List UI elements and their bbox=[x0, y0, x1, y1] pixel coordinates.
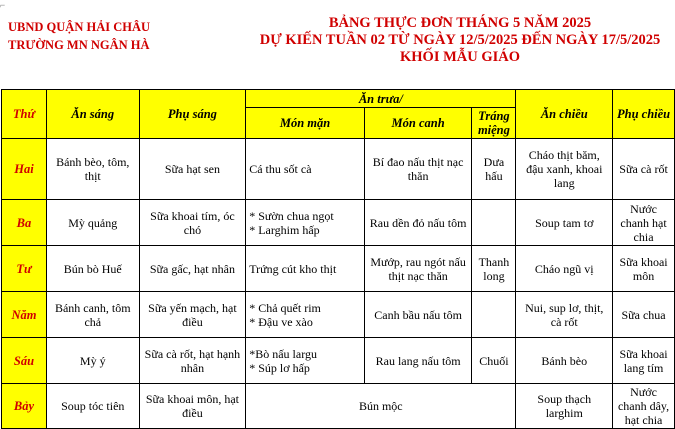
header-dessert: Tráng miệng bbox=[472, 108, 516, 139]
main-dish-line-1: * Sườn chua ngọt bbox=[249, 208, 334, 223]
header-soup: Món canh bbox=[364, 108, 472, 139]
dessert-cell bbox=[472, 200, 516, 246]
main-dish-line-1: Cá thu sốt cà bbox=[249, 162, 312, 176]
title-line-2: DỰ KIẾN TUẦN 02 TỪ NGÀY 12/5/2025 ĐẾN NGÀY 17/5/2025 bbox=[259, 32, 661, 48]
day-cell: Ba bbox=[2, 200, 47, 246]
breakfast-cell: Bún bò Huế bbox=[46, 246, 139, 292]
dessert-cell: Dưa hấu bbox=[472, 139, 516, 200]
snack-afternoon-cell: Sữa cà rốt bbox=[613, 139, 675, 200]
main-dish-cell bbox=[246, 338, 365, 384]
corner-marker: ⌐ bbox=[0, 0, 6, 10]
snack-afternoon-cell: Nước chanh dây, hạt chia bbox=[613, 384, 675, 429]
breakfast-cell: Soup tóc tiên bbox=[46, 384, 139, 429]
main-dish-line-1: Trứng cút kho thịt bbox=[249, 261, 337, 276]
main-dish-line-2: * Súp lơ hấp bbox=[249, 360, 310, 375]
organization-header bbox=[8, 18, 150, 54]
snack-morning-cell: Sữa yến mạch, hạt điều bbox=[139, 292, 246, 338]
lunch-merged-cell: Bún mộc bbox=[246, 384, 516, 429]
title-line-3: KHỐI MẪU GIÁO bbox=[399, 49, 521, 65]
snack-morning-cell: Sữa cà rốt, hạt hạnh nhân bbox=[139, 338, 246, 384]
table-row bbox=[2, 200, 675, 246]
afternoon-cell: Soup thạch larghim bbox=[516, 384, 613, 429]
table-row bbox=[2, 384, 675, 429]
main-dish-cell bbox=[246, 139, 365, 200]
day-cell: Sáu bbox=[2, 338, 47, 384]
breakfast-cell: Bánh canh, tôm chả bbox=[46, 292, 139, 338]
breakfast-cell: Mỳ ý bbox=[46, 338, 139, 384]
snack-afternoon-cell: Sữa khoai môn bbox=[613, 246, 675, 292]
afternoon-cell: Soup tam tơ bbox=[516, 200, 613, 246]
dessert-cell: Thanh long bbox=[472, 246, 516, 292]
header-breakfast: Ăn sáng bbox=[46, 90, 139, 139]
title-line-1: BẢNG THỰC ĐƠN THÁNG 5 NĂM 2025 bbox=[328, 15, 592, 31]
header-snack-afternoon: Phụ chiều bbox=[613, 90, 675, 139]
header-afternoon: Ăn chiều bbox=[516, 90, 613, 139]
table-row bbox=[2, 338, 675, 384]
afternoon-cell: Bánh bèo bbox=[516, 338, 613, 384]
header-lunch-group: Ăn trưa/ bbox=[246, 90, 516, 108]
main-dish-cell bbox=[246, 200, 365, 246]
snack-morning-cell: Sữa hạt sen bbox=[139, 139, 246, 200]
afternoon-cell: Cháo ngũ vị bbox=[516, 246, 613, 292]
org-line-2: TRƯỜNG MN NGÂN HÀ bbox=[8, 38, 150, 52]
snack-morning-cell: Sữa gấc, hạt nhân bbox=[139, 246, 246, 292]
dessert-cell: Chuối bbox=[472, 338, 516, 384]
dessert-cell bbox=[472, 292, 516, 338]
header-snack-morning: Phụ sáng bbox=[139, 90, 246, 139]
main-dish-cell bbox=[246, 292, 365, 338]
day-cell: Bảy bbox=[2, 384, 47, 429]
main-dish-line-1: * Chả quết rim bbox=[249, 300, 321, 315]
soup-cell: Bí đao nấu thịt nạc thăn bbox=[364, 139, 472, 200]
breakfast-cell: Bánh bèo, tôm, thịt bbox=[46, 139, 139, 200]
snack-afternoon-cell: Sữa khoai lang tím bbox=[613, 338, 675, 384]
menu-table bbox=[1, 89, 675, 429]
table-row bbox=[2, 246, 675, 292]
main-dish-line-2: * Larghim hấp bbox=[249, 222, 320, 237]
document-title bbox=[230, 15, 675, 66]
snack-morning-cell: Sữa khoai môn, hạt điều bbox=[139, 384, 246, 429]
snack-afternoon-cell: Sữa chua bbox=[613, 292, 675, 338]
header-day: Thứ bbox=[2, 90, 47, 139]
day-cell: Hai bbox=[2, 139, 47, 200]
day-cell: Năm bbox=[2, 292, 47, 338]
breakfast-cell: Mỳ quảng bbox=[46, 200, 139, 246]
soup-cell: Rau dền đỏ nấu tôm bbox=[364, 200, 472, 246]
soup-cell: Rau lang nấu tôm bbox=[364, 338, 472, 384]
org-line-1: UBND QUẬN HẢI CHÂU bbox=[8, 20, 151, 34]
day-cell: Tư bbox=[2, 246, 47, 292]
header-main-dish: Món mặn bbox=[246, 108, 365, 139]
snack-morning-cell: Sữa khoai tím, óc chó bbox=[139, 200, 246, 246]
main-dish-line-1: *Bò nấu largu bbox=[249, 346, 317, 361]
afternoon-cell: Nui, sup lơ, thịt, cà rốt bbox=[516, 292, 613, 338]
snack-afternoon-cell: Nước chanh hạt chia bbox=[613, 200, 675, 246]
main-dish-line-2: * Đậu ve xào bbox=[249, 314, 313, 329]
soup-cell: Mướp, rau ngót nấu thịt nạc thăn bbox=[364, 246, 472, 292]
soup-cell: Canh bầu nấu tôm bbox=[364, 292, 472, 338]
table-row bbox=[2, 292, 675, 338]
afternoon-cell: Cháo thịt băm, đậu xanh, khoai lang bbox=[516, 139, 613, 200]
main-dish-cell bbox=[246, 246, 365, 292]
table-row bbox=[2, 139, 675, 200]
